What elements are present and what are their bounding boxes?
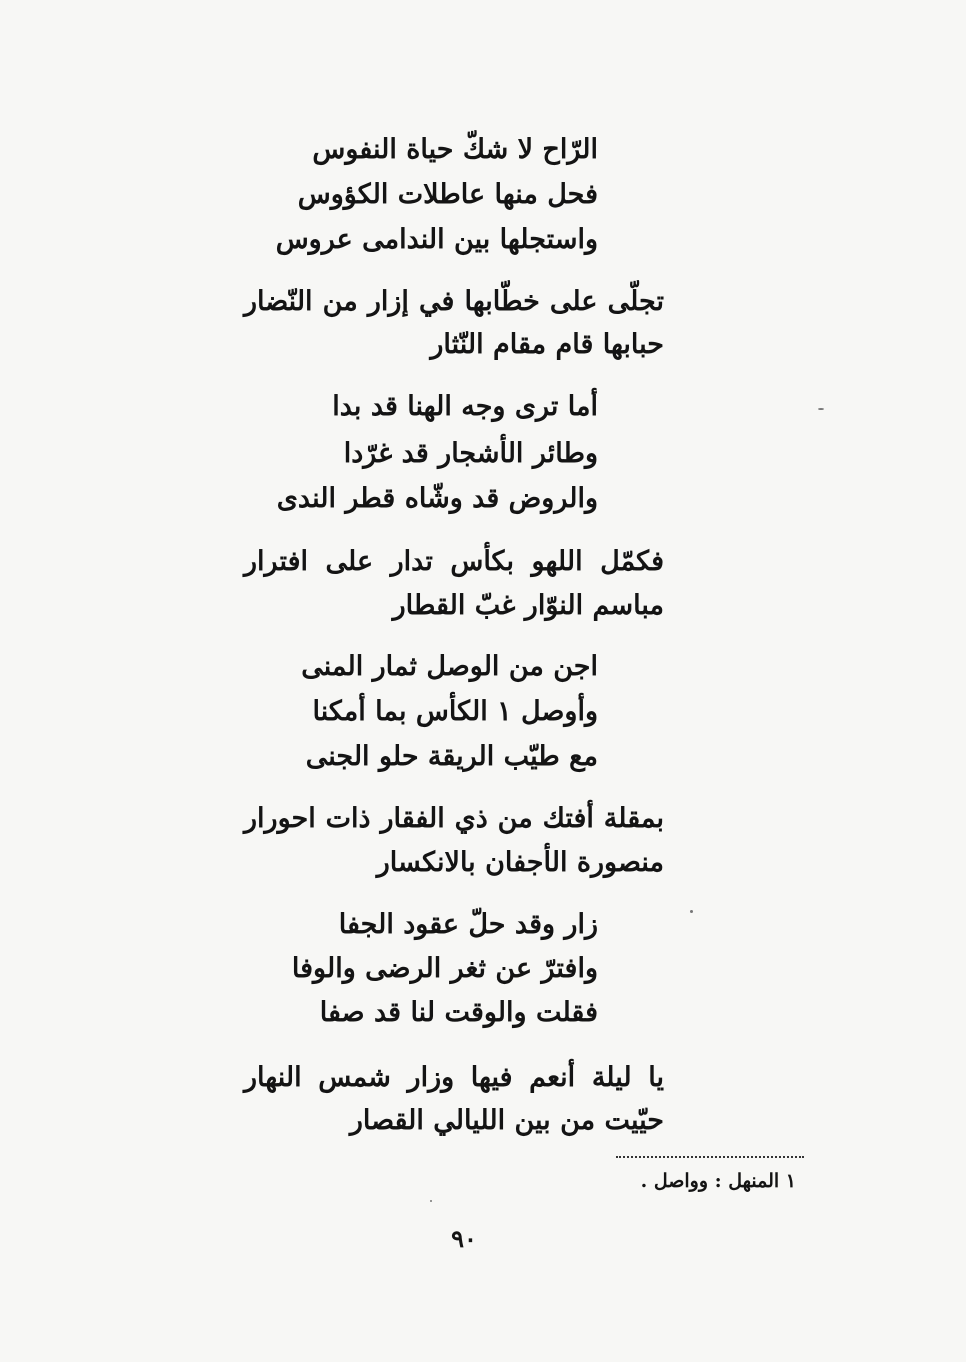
poem-line: واستجلها بين الندامى عروس: [275, 224, 598, 255]
poem-line: يا ليلة أنعم فيها وزار شمس النهار: [244, 1062, 664, 1093]
poem-line: وطائر الأشجار قد غرّدا: [343, 438, 598, 469]
scan-speck: [690, 910, 693, 913]
scan-speck: [430, 1200, 432, 1202]
poem-line: فكمّل اللهو بكأس تدار على افترار: [244, 546, 664, 577]
poem-line: منصورة الأجفان بالانكسار: [376, 847, 664, 878]
poem-line: فقلت والوقت لنا قد صفا: [319, 997, 598, 1028]
poem-line: حيّيت من بين الليالي القصار: [349, 1105, 664, 1136]
footnote: ١ المنهل : وواصل .: [640, 1170, 796, 1192]
poem-line: زار وقد حلّ عقود الجفا: [338, 909, 598, 940]
poem-line: حبابها قام مقام النّثار: [430, 329, 664, 360]
poem-line: اجن من الوصل ثمار المنى: [301, 651, 598, 682]
footnote-divider: [616, 1156, 804, 1158]
poem-line: مباسم النوّار غبّ القطار: [392, 590, 664, 621]
poem-line: والروض قد وشّاه قطر الندى: [276, 483, 598, 514]
scan-speck: [818, 408, 824, 410]
poem-line: وافترّ عن ثغر الرضى والوفا: [291, 953, 598, 984]
poem-line: فحل منها عاطلات الكؤوس: [297, 179, 598, 210]
poem-line: تجلّى على خطّابها في إزار من النّضار: [244, 286, 664, 317]
poem-line: وأوصل ١ الكأس بما أمكنا: [312, 696, 598, 727]
poem-line: الرّاح لا شكّ حياة النفوس: [312, 134, 598, 165]
page-number: ٩٠: [451, 1224, 477, 1253]
poem-line: بمقلة أفتك من ذي الفقار ذات احورار: [244, 803, 664, 834]
poem-line: مع طيّب الريقة حلو الجنى: [305, 741, 598, 772]
poem-line: أما ترى وجه الهنا قد بدا: [332, 391, 598, 422]
